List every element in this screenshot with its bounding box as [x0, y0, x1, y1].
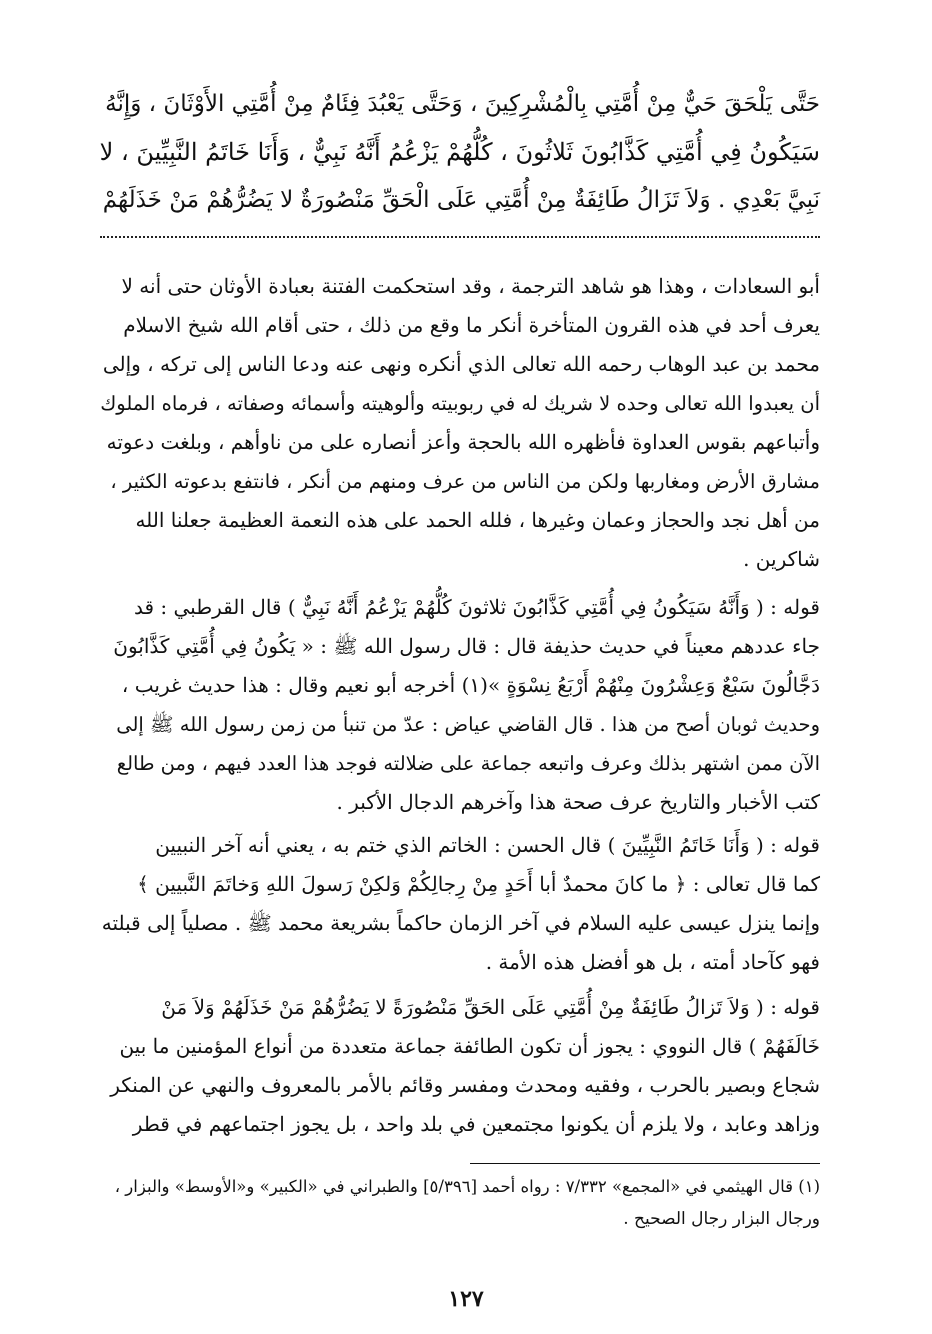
- text-line: محمد بن عبد الوهاب رحمه الله تعالى الذي أنكره ونهى عنه ودعا الناس إلى تركه ، وإلى: [102, 352, 820, 376]
- text-line: وزاهد وعابد ، ولا يلزم أن يكونوا مجتمعين في بلد واحد ، بل يجوز اجتماعهم في قطر: [132, 1112, 820, 1136]
- text-line: قوله : ( وَأَنَا خَاتَمُ النَّبِيِّينَ ) قال الحسن : الخاتم الذي ختم به ، يعني أنه آخر النبيين: [155, 833, 820, 857]
- text-line: دَجَّالُونَ سَبْعٌ وَعِشْرُونَ مِنْهُمْ أَرْبَعُ نِسْوَةٍ »(١) أخرجه أبو نعيم وقال : هذا حديث غريب ،: [121, 673, 820, 697]
- text-line: خَالَفَهُمْ ) قال النووي : يجوز أن تكون الطائفة جماعة متعددة من أنواع المؤمنين ما بين: [119, 1034, 820, 1058]
- text-line: قوله : ( وَأَنَّهُ سَيَكُونُ فِي أُمَّتِي كَذَّابُونَ ثلاثونَ كُلُّهُمْ يَزْعُمُ أَنَّهُ نَبِيٌّ ) قال القرطبي : قد: [134, 595, 820, 619]
- text-line: كما قال تعالى : ﴿ ما كانَ محمدٌ أبا أَحَدٍ مِنْ رِجالِكُمْ وَلكِنْ رَسولَ اللهِ وَخاتَمَ النَّبيين ﴾: [137, 872, 820, 896]
- commentary-paragraph: [100, 267, 820, 579]
- text-line: أن يعبدوا الله تعالى وحده لا شريك له في ربوبيته وألوهيته وأسمائه وصفاته ، فرماه الملوك: [100, 392, 820, 415]
- footnote-line: (١) قال الهيثمي في «المجمع» ٧/٣٣٢ : رواه أحمد [٥/٣٩٦] والطبراني في «الكبير» و«الأوسط» والبزار ،: [114, 1177, 820, 1196]
- text-line: جاء عددهم معيناً في حديث حذيفة قال : قال رسول الله ﷺ : « يَكُونُ فِي أُمَّتِي كَذَّابُونَ: [113, 634, 820, 658]
- text-line: كتب الأخبار والتاريخ عرف صحة هذا وآخرهم الدجال الأكبر .: [336, 790, 820, 814]
- footnote-divider: [470, 1163, 820, 1164]
- dotted-divider: [100, 236, 820, 238]
- hadith-line: حَتَّى يَلْحَقَ حَيٌّ مِنْ أُمَّتِي بِالْمُشْرِكِينَ ، وَحَتَّى يَعْبُدَ فِئَامٌ مِنْ أُمَّتِي الأَوْثَانَ ، وَإِنَّهُ: [105, 91, 820, 117]
- text-line: شجاع وبصير بالحرب ، وفقيه ومحدث ومفسر وقائم بالأمر بالمعروف والنهي عن المنكر: [110, 1073, 820, 1097]
- text-line: من أهل نجد والحجاز وعمان وغيرها ، فلله الحمد على هذه النعمة العظيمة جعلنا الله: [135, 508, 820, 532]
- text-line: وحديث ثوبان أصح من هذا . قال القاضي عياض : عدّ من تنبأ من زمن رسول الله ﷺ إلى: [116, 713, 820, 736]
- text-line: أبو السعادات ، وهذا هو شاهد الترجمة ، وقد استحكمت الفتنة بعبادة الأوثان حتى أنه لا: [121, 274, 820, 298]
- hadith-line: سَيَكُونُ فِي أُمَّتِي كَذَّابُونَ ثَلاثُونَ ، كُلُّهُمْ يَزْعُمُ أَنَّهُ نَبِيٌّ ، وَأَنَا خَاتَمُ النَّبِيِّينَ ، لا: [99, 138, 820, 166]
- text-line: وأتباعهم بقوس العداوة فأظهره الله بالحجة وأعز أنصاره على من ناوأهم ، وبلغت دعوته: [106, 430, 820, 454]
- text-line: وإنما ينزل عيسى عليه السلام في آخر الزمان حاكماً بشريعة محمد ﷺ . مصلياً إلى قبلته: [101, 911, 820, 935]
- text-line: الآن ممن اشتهر بذلك وعرف واتبعه جماعة على ضلالته فوجد هذا العدد فيهم ، ومن طالع: [116, 752, 820, 775]
- commentary-paragraph: [100, 988, 820, 1144]
- page-number: ١٢٧: [448, 1286, 484, 1312]
- commentary-paragraph: [100, 588, 820, 822]
- footnote-line: ورجال البزار رجال الصحيح .: [623, 1209, 820, 1229]
- text-line: فهو كآحاد أمته ، بل هو أفضل هذه الأمة .: [485, 950, 820, 974]
- text-line: يعرف أحد في هذه القرون المتأخرة أنكر ما وقع من ذلك ، حتى أقام الله شيخ الاسلام: [123, 313, 820, 337]
- text-line: قوله : ( وَلاَ تَزالُ طَائِفَةٌ مِنْ أُمَّتِي عَلَى الحَقِّ مَنْصُورَةً لا يَضُرُّهُمْ مَنْ خَذَلَهُمْ وَلاَ مَنْ: [161, 995, 820, 1019]
- footnotes: [100, 1170, 820, 1236]
- hadith-line: نَبِيَّ بَعْدِي . وَلاَ تَزَالُ طَائِفَةٌ مِنْ أُمَّتِي عَلَى الْحَقِّ مَنْصُورَةٌ لا يَضُرُّهُمْ مَنْ خَذَلَهُمْ: [102, 187, 820, 213]
- commentary-paragraph: [100, 826, 820, 982]
- text-line: شاكرين .: [743, 547, 820, 571]
- hadith-text-block: [100, 80, 820, 224]
- text-line: مشارق الأرض ومغاربها ولكن من الناس من عرف ومنهم من أنكر ، فانتفع بدعوته الكثير ،: [110, 470, 820, 493]
